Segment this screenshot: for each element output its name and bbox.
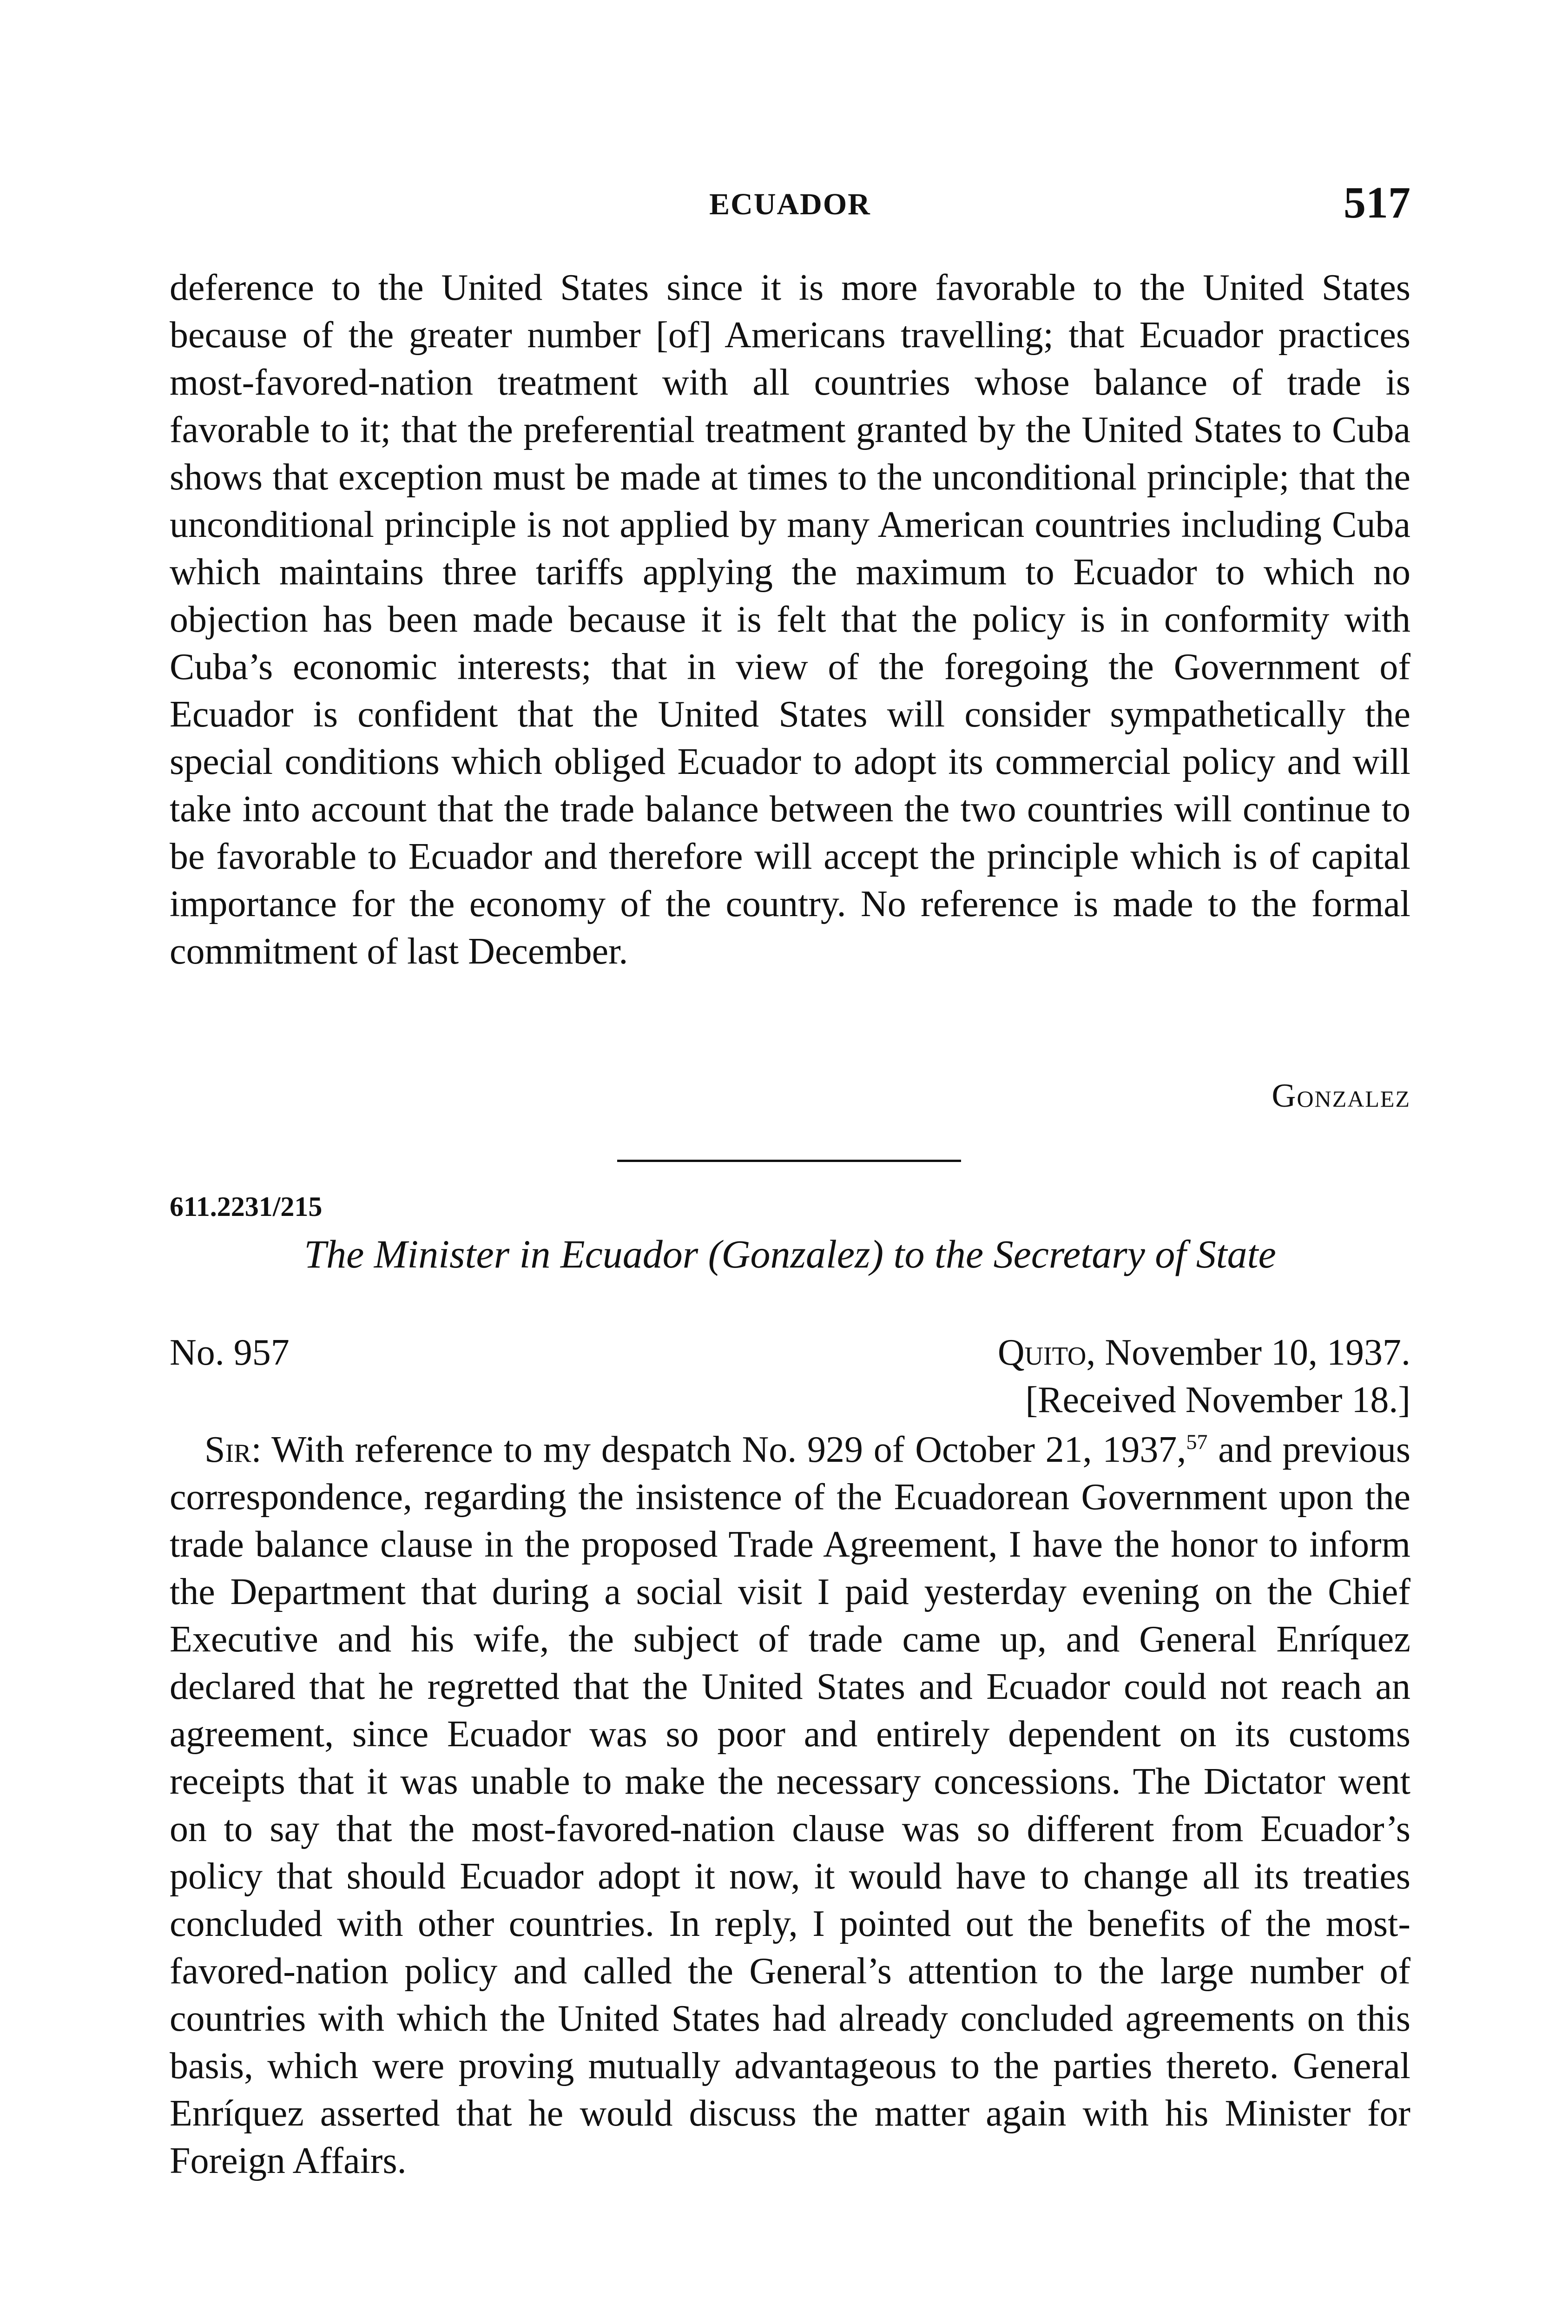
file-number: 611.2231/215: [170, 1191, 323, 1222]
running-title: ECUADOR: [709, 187, 871, 221]
dateline: [998, 1332, 1410, 1374]
section-divider: [617, 1160, 961, 1162]
page-header: [170, 177, 1410, 228]
document-title: The Minister in Ecuador (Gonzalez) to the Secretary of State: [304, 1232, 1276, 1276]
dateline-place: Quito: [997, 1332, 1087, 1373]
page-number: 517: [1344, 178, 1410, 227]
dateline-date: , November 10, 1937.: [1086, 1332, 1410, 1373]
continued-paragraph: deference to the United States since it is more favorable to the United States because of the greater number [of] Americans travelling; that Ecuador practices most-favored-nation treatment with all countries whose balance of trade is favorable to it; that the preferential treatment granted by the United States to Cuba shows that exception must be made at times to the unconditional principle; that the unconditional principle is not applied by many American countries including Cuba which maintains three tariffs applying the maximum to Ecuador to which no objection has been made because it is felt that the policy is in conformity with Cuba’s economic interests; that in view of the foregoing the Government of Ecuador is confident that the United States will consider sympathetically the special conditions which obliged Ecuador to adopt its commercial policy and will take into account that the trade balance between the two countries will continue to be favorable to Ecuador and therefore will accept the principle which is of capital importance for the economy of the country. No reference is made to the formal commitment of last December.: [170, 267, 1410, 972]
footnote-reference: 57: [1186, 1430, 1208, 1454]
dispatch-number: No. 957: [170, 1332, 290, 1373]
dispatch-body: [170, 1426, 1410, 2185]
dispatch-body-part1: : With reference to my despatch No. 929 of October 21, 1937,: [251, 1429, 1186, 1470]
salutation: Sir: [204, 1429, 251, 1470]
signature: Gonzalez: [1272, 1077, 1410, 1114]
received-date: [Received November 18.]: [1025, 1380, 1410, 1420]
dispatch-body-part2: and previous correspondence, regarding the insistence of the Ecuadorean Government upon the trade balance clause in the proposed Trade Agreement, I have the honor to inform the Department that during a social visit I paid yesterday evening on the Chief Executive and his wife, the subject of trade came up, and General Enríquez declared that he regretted that the United States and Ecuador could not reach an agreement, since Ecuador was so poor and entirely dependent on its customs receipts that it was unable to make the necessary concessions. The Dictator went on to say that the most-favored-nation clause was so different from Ecuador’s policy that should Ecuador adopt it now, it would have to change all its treaties concluded with other countries. In reply, I pointed out the benefits of the most-favored-nation policy and called the General’s attention to the large number of countries with which the United States had already concluded agreements on this basis, which were proving mutually advantageous to the parties thereto. General Enríquez asserted that he would discuss the matter again with his Minister for Foreign Affairs.: [170, 1429, 1411, 2181]
